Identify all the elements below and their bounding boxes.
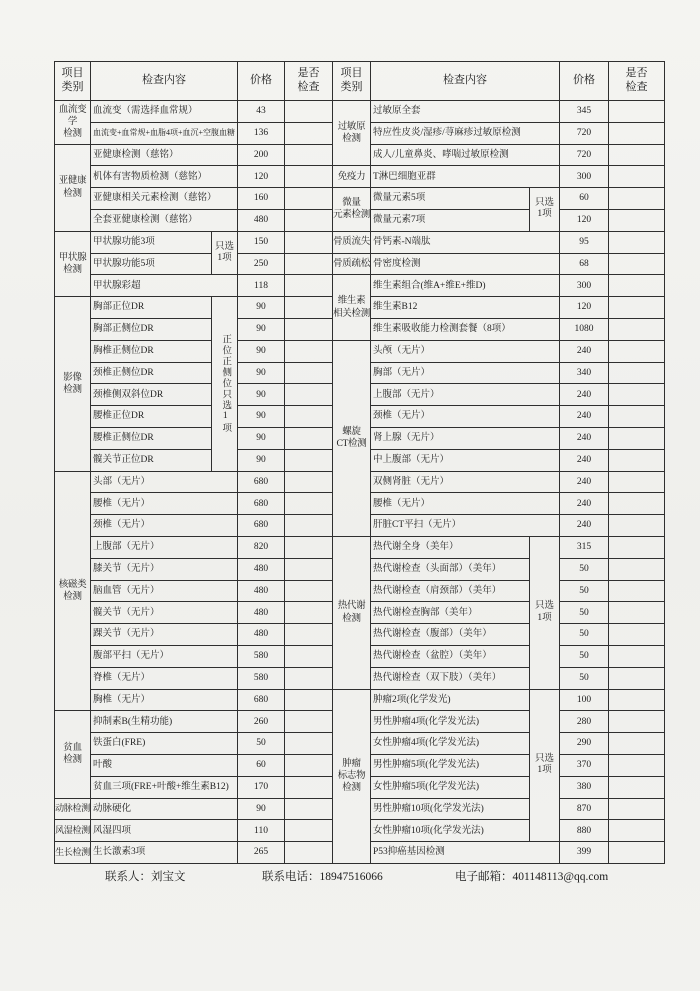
exam-item-name: 过敏原全套 <box>371 101 560 123</box>
exam-check-cell <box>285 755 333 777</box>
exam-item-name: 颈椎侧双斜位DR <box>91 384 212 406</box>
exam-check-cell <box>609 493 665 515</box>
exam-item-name: 腰椎正位DR <box>91 406 212 428</box>
contact-phone-number: 18947516066 <box>319 871 383 883</box>
exam-item-price: 680 <box>238 493 285 515</box>
exam-item-price: 720 <box>560 123 609 145</box>
exam-check-cell <box>609 537 665 559</box>
exam-item-price: 680 <box>238 515 285 537</box>
exam-item-name: 踝关节（无片） <box>91 624 238 646</box>
exam-item-price: 95 <box>560 232 609 254</box>
exam-item-price: 680 <box>238 690 285 712</box>
exam-item-name: 微量元素5项 <box>371 188 530 210</box>
exam-check-cell <box>609 319 665 341</box>
category-cell: 螺旋 CT检测 <box>333 341 371 537</box>
category-cell: 动脉检测 <box>55 799 91 821</box>
exam-item-name: 颈椎正侧位DR <box>91 363 212 385</box>
exam-check-cell <box>609 210 665 232</box>
exam-check-cell <box>285 101 333 123</box>
exam-item-name: 全套亚健康检测（慈铭） <box>91 210 238 232</box>
exam-check-cell <box>285 297 333 319</box>
exam-item-price: 240 <box>560 472 609 494</box>
exam-item-name: 骨钙素-N端肽 <box>371 232 560 254</box>
exam-item-name: 维生素B12 <box>371 297 560 319</box>
exam-item-price: 68 <box>560 254 609 276</box>
exam-item-name: 成人/儿童鼻炎、哮喘过敏原检测 <box>371 145 560 167</box>
exam-check-cell <box>609 690 665 712</box>
exam-item-price: 43 <box>238 101 285 123</box>
exam-item-price: 290 <box>560 733 609 755</box>
exam-check-cell <box>609 406 665 428</box>
header-price: 价格 <box>560 62 609 101</box>
exam-item-price: 250 <box>238 254 285 276</box>
category-cell: 亚健康 检测 <box>55 145 91 232</box>
exam-item-name: 男性肿瘤5项(化学发光法) <box>371 755 530 777</box>
exam-item-name: 肿瘤2项(化学发光) <box>371 690 530 712</box>
exam-check-cell <box>285 254 333 276</box>
exam-item-name: 血流变+血常规+血脂4项+血沉+空腹血糖 <box>91 123 238 145</box>
exam-item-name: 骨密度检测 <box>371 254 560 276</box>
exam-item-price: 300 <box>560 166 609 188</box>
exam-item-price: 90 <box>238 363 285 385</box>
exam-check-cell <box>285 515 333 537</box>
exam-item-name: 热代谢检查（盆腔）（美年） <box>371 646 530 668</box>
exam-check-cell <box>285 602 333 624</box>
exam-item-price: 90 <box>238 384 285 406</box>
category-cell: 骨质疏松 <box>333 254 371 276</box>
exam-item-name: 铁蛋白(FRE) <box>91 733 238 755</box>
exam-check-cell <box>285 275 333 297</box>
exam-check-cell <box>285 123 333 145</box>
exam-item-price: 50 <box>560 581 609 603</box>
exam-item-name: 生长激素3项 <box>91 842 238 864</box>
exam-item-price: 136 <box>238 123 285 145</box>
exam-check-cell <box>285 472 333 494</box>
exam-item-name: 风湿四项 <box>91 820 238 842</box>
exam-check-cell <box>609 101 665 123</box>
exam-item-price: 240 <box>560 515 609 537</box>
exam-item-price: 90 <box>238 319 285 341</box>
exam-item-name: 维生素吸收能力检测套餐（8项） <box>371 319 560 341</box>
contact-email <box>455 869 608 885</box>
exam-item-name: 特应性皮炎/湿疹/荨麻疹过敏原检测 <box>371 123 560 145</box>
exam-check-cell <box>609 581 665 603</box>
exam-item-price: 480 <box>238 210 285 232</box>
exam-item-name: 动脉硬化 <box>91 799 238 821</box>
exam-check-cell <box>285 363 333 385</box>
select-one-note: 只选 1项 <box>212 232 238 276</box>
exam-item-name: 脊椎（无片） <box>91 668 238 690</box>
category-cell: 肿瘤 标志物 检测 <box>333 690 371 864</box>
exam-item-price: 90 <box>238 799 285 821</box>
exam-check-cell <box>609 777 665 799</box>
exam-item-price: 480 <box>238 624 285 646</box>
category-cell: 过敏原 检测 <box>333 101 371 166</box>
category-cell: 甲状腺 检测 <box>55 232 91 297</box>
exam-item-price: 50 <box>560 602 609 624</box>
exam-item-price: 240 <box>560 341 609 363</box>
exam-item-name: 贫血三项(FRE+叶酸+维生素B12) <box>91 777 238 799</box>
exam-check-cell <box>285 646 333 668</box>
select-one-note: 只选 1项 <box>530 690 560 843</box>
exam-check-cell <box>609 515 665 537</box>
exam-item-name: 热代谢检查（双下肢）（美年） <box>371 668 530 690</box>
exam-item-price: 118 <box>238 275 285 297</box>
exam-item-price: 90 <box>238 297 285 319</box>
select-one-note: 只选 1项 <box>530 188 560 232</box>
exam-item-name: 胸部正侧位DR <box>91 319 212 341</box>
header-category: 项目 类别 <box>333 62 371 101</box>
category-cell: 热代谢 检测 <box>333 537 371 690</box>
exam-item-name: 血流变（需选择血常规） <box>91 101 238 123</box>
exam-item-name: 髋关节（无片） <box>91 602 238 624</box>
exam-check-cell <box>609 820 665 842</box>
exam-check-cell <box>285 493 333 515</box>
exam-item-name: P53抑癌基因检测 <box>371 842 560 864</box>
exam-item-price: 120 <box>560 297 609 319</box>
exam-check-cell <box>609 384 665 406</box>
exam-item-name: 抑制素B(生精功能) <box>91 711 238 733</box>
exam-check-cell <box>609 450 665 472</box>
exam-check-cell <box>609 711 665 733</box>
price-table <box>54 61 665 864</box>
exam-item-price: 280 <box>560 711 609 733</box>
exam-item-price: 265 <box>238 842 285 864</box>
exam-item-name: 髋关节正位DR <box>91 450 212 472</box>
category-cell: 风湿检测 <box>55 820 91 842</box>
exam-item-price: 580 <box>238 668 285 690</box>
exam-check-cell <box>285 537 333 559</box>
exam-item-price: 90 <box>238 341 285 363</box>
exam-item-name: 热代谢检查胸部（美年） <box>371 602 530 624</box>
exam-item-name: 腰椎（无片） <box>371 493 560 515</box>
exam-item-name: 热代谢检查（肩颈部）（美年） <box>371 581 530 603</box>
exam-check-cell <box>285 384 333 406</box>
exam-item-price: 370 <box>560 755 609 777</box>
exam-item-price: 300 <box>560 275 609 297</box>
exam-check-cell <box>609 363 665 385</box>
exam-item-price: 345 <box>560 101 609 123</box>
exam-check-cell <box>609 428 665 450</box>
contact-phone <box>262 869 383 885</box>
exam-item-price: 50 <box>560 646 609 668</box>
contact-person-name: 刘宝文 <box>151 871 186 883</box>
exam-item-price: 150 <box>238 232 285 254</box>
exam-item-price: 120 <box>560 210 609 232</box>
exam-item-price: 200 <box>238 145 285 167</box>
exam-check-cell <box>609 275 665 297</box>
exam-check-cell <box>285 210 333 232</box>
exam-item-price: 240 <box>560 450 609 472</box>
exam-item-name: 上腹部（无片） <box>91 537 238 559</box>
exam-item-price: 90 <box>238 406 285 428</box>
exam-item-name: 女性肿瘤5项(化学发光法) <box>371 777 530 799</box>
exam-item-name: 腹部平扫（无片） <box>91 646 238 668</box>
contact-person <box>105 869 186 885</box>
exam-item-name: 颈椎（无片） <box>91 515 238 537</box>
exam-check-cell <box>609 123 665 145</box>
exam-item-name: 胸椎（无片） <box>91 690 238 712</box>
exam-item-price: 50 <box>560 559 609 581</box>
exam-item-price: 120 <box>238 166 285 188</box>
exam-item-name: 微量元素7项 <box>371 210 530 232</box>
exam-item-name: 甲状腺功能5项 <box>91 254 212 276</box>
exam-item-name: 胸部正位DR <box>91 297 212 319</box>
exam-item-price: 880 <box>560 820 609 842</box>
exam-item-price: 110 <box>238 820 285 842</box>
category-cell: 维生素 相关检测 <box>333 275 371 340</box>
exam-item-price: 90 <box>238 428 285 450</box>
exam-item-name: 女性肿瘤10项(化学发光法) <box>371 820 530 842</box>
exam-item-price: 820 <box>238 537 285 559</box>
exam-item-name: 脑血管（无片） <box>91 581 238 603</box>
exam-item-price: 870 <box>560 799 609 821</box>
exam-check-cell <box>285 145 333 167</box>
exam-item-price: 1080 <box>560 319 609 341</box>
exam-check-cell <box>285 624 333 646</box>
exam-item-name: 甲状腺功能3项 <box>91 232 212 254</box>
exam-item-name: 肝脏CT平扫（无片） <box>371 515 560 537</box>
exam-item-price: 240 <box>560 406 609 428</box>
exam-check-cell <box>285 428 333 450</box>
exam-item-name: T淋巴细胞亚群 <box>371 166 560 188</box>
category-cell: 生长检测 <box>55 842 91 864</box>
exam-check-cell <box>609 297 665 319</box>
exam-item-name: 亚健康检测（慈铭） <box>91 145 238 167</box>
exam-check-cell <box>285 319 333 341</box>
header-category: 项目 类别 <box>55 62 91 101</box>
category-cell: 免疫力 <box>333 166 371 188</box>
exam-check-cell <box>609 668 665 690</box>
contact-person-label: 联系人： <box>105 871 151 883</box>
exam-check-cell <box>609 166 665 188</box>
header-checked: 是否 检查 <box>609 62 665 101</box>
exam-check-cell <box>285 406 333 428</box>
exam-item-price: 680 <box>238 472 285 494</box>
exam-check-cell <box>609 602 665 624</box>
exam-item-name: 亚健康相关元素检测（慈铭） <box>91 188 238 210</box>
exam-item-name: 胸椎正侧位DR <box>91 341 212 363</box>
category-cell: 贫血 检测 <box>55 711 91 798</box>
exam-item-name: 女性肿瘤4项(化学发光法) <box>371 733 530 755</box>
exam-check-cell <box>285 188 333 210</box>
exam-item-price: 240 <box>560 428 609 450</box>
exam-item-name: 颈椎（无片） <box>371 406 560 428</box>
exam-item-name: 胸部（无片） <box>371 363 560 385</box>
exam-item-name: 甲状腺彩超 <box>91 275 238 297</box>
exam-check-cell <box>609 559 665 581</box>
exam-check-cell <box>609 254 665 276</box>
exam-item-price: 340 <box>560 363 609 385</box>
exam-check-cell <box>609 842 665 864</box>
exam-check-cell <box>285 581 333 603</box>
exam-check-cell <box>609 188 665 210</box>
exam-item-name: 叶酸 <box>91 755 238 777</box>
exam-item-name: 热代谢检查（头面部）（美年） <box>371 559 530 581</box>
exam-item-price: 50 <box>238 733 285 755</box>
exam-item-name: 维生素组合(维A+维E+维D) <box>371 275 560 297</box>
exam-check-cell <box>285 341 333 363</box>
exam-item-price: 160 <box>238 188 285 210</box>
exam-item-price: 50 <box>560 624 609 646</box>
header-content: 检查内容 <box>371 62 560 101</box>
exam-item-price: 480 <box>238 559 285 581</box>
exam-check-cell <box>285 559 333 581</box>
exam-check-cell <box>285 711 333 733</box>
contact-email-address: 401148113@qq.com <box>512 871 609 883</box>
exam-check-cell <box>609 232 665 254</box>
category-cell: 血流变学 检测 <box>55 101 91 145</box>
exam-item-price: 240 <box>560 384 609 406</box>
exam-item-name: 热代谢全身（美年） <box>371 537 530 559</box>
exam-item-price: 399 <box>560 842 609 864</box>
exam-item-price: 50 <box>560 668 609 690</box>
header-checked: 是否 检查 <box>285 62 333 101</box>
exam-item-price: 580 <box>238 646 285 668</box>
exam-check-cell <box>285 668 333 690</box>
exam-item-name: 双侧肾脏（无片） <box>371 472 560 494</box>
exam-item-name: 头部（无片） <box>91 472 238 494</box>
exam-item-name: 热代谢检查（腹部）（美年） <box>371 624 530 646</box>
select-one-note: 正位正侧位只选1项 <box>212 297 238 471</box>
header-content: 检查内容 <box>91 62 238 101</box>
exam-check-cell <box>285 799 333 821</box>
exam-check-cell <box>285 820 333 842</box>
contact-phone-label: 联系电话： <box>262 871 320 883</box>
exam-check-cell <box>285 733 333 755</box>
exam-item-price: 315 <box>560 537 609 559</box>
exam-item-name: 机体有害物质检测（慈铭） <box>91 166 238 188</box>
exam-item-price: 60 <box>238 755 285 777</box>
contact-email-label: 电子邮箱： <box>455 871 513 883</box>
exam-check-cell <box>285 166 333 188</box>
exam-item-price: 90 <box>238 450 285 472</box>
exam-item-price: 380 <box>560 777 609 799</box>
exam-item-name: 腰椎（无片） <box>91 493 238 515</box>
exam-item-name: 男性肿瘤10项(化学发光法) <box>371 799 530 821</box>
exam-item-name: 男性肿瘤4项(化学发光法) <box>371 711 530 733</box>
exam-check-cell <box>285 777 333 799</box>
exam-item-price: 170 <box>238 777 285 799</box>
exam-item-price: 720 <box>560 145 609 167</box>
category-cell: 影像 检测 <box>55 297 91 471</box>
category-cell: 微量 元素检测 <box>333 188 371 232</box>
exam-check-cell <box>609 646 665 668</box>
exam-check-cell <box>285 232 333 254</box>
exam-item-name: 中上腹部（无片） <box>371 450 560 472</box>
exam-item-price: 100 <box>560 690 609 712</box>
exam-check-cell <box>609 472 665 494</box>
exam-item-name: 腰椎正侧位DR <box>91 428 212 450</box>
exam-item-price: 260 <box>238 711 285 733</box>
category-cell: 核磁类 检测 <box>55 472 91 712</box>
exam-check-cell <box>609 799 665 821</box>
exam-item-price: 240 <box>560 493 609 515</box>
exam-check-cell <box>609 755 665 777</box>
exam-item-price: 480 <box>238 602 285 624</box>
exam-item-name: 头颅（无片） <box>371 341 560 363</box>
exam-item-name: 膝关节（无片） <box>91 559 238 581</box>
exam-item-price: 60 <box>560 188 609 210</box>
exam-check-cell <box>285 842 333 864</box>
exam-item-name: 肾上腺（无片） <box>371 428 560 450</box>
exam-check-cell <box>609 733 665 755</box>
exam-item-name: 上腹部（无片） <box>371 384 560 406</box>
exam-check-cell <box>609 145 665 167</box>
exam-check-cell <box>285 690 333 712</box>
category-cell: 骨质流失 <box>333 232 371 254</box>
select-one-note: 只选 1项 <box>530 537 560 690</box>
exam-check-cell <box>609 624 665 646</box>
header-price: 价格 <box>238 62 285 101</box>
exam-check-cell <box>285 450 333 472</box>
exam-item-price: 480 <box>238 581 285 603</box>
exam-check-cell <box>609 341 665 363</box>
